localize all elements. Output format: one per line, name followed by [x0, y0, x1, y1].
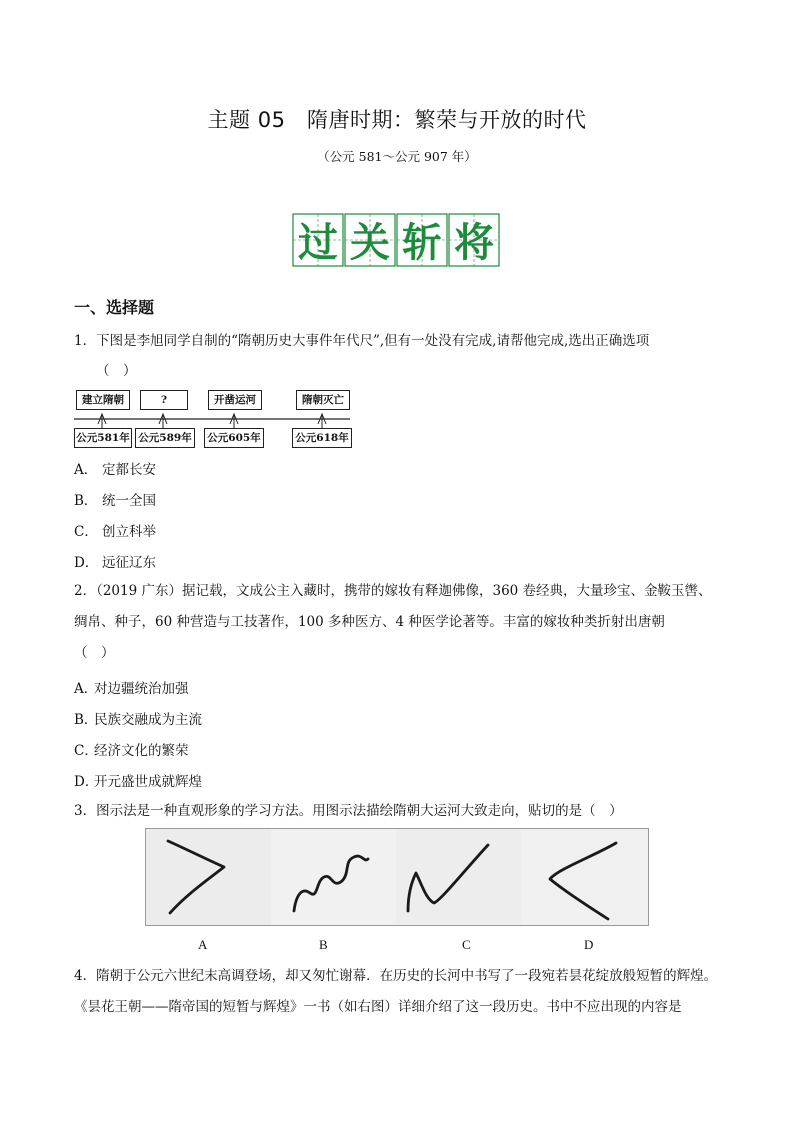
q4-line-2: 《昙花王朝——隋帝国的短暂与辉煌》一书（如右图）详细介绍了这一段历史。书中不应出现的内容是: [74, 999, 682, 1015]
banner-char-4: 将: [454, 220, 494, 266]
q1-option-d[interactable]: D． 远征辽东: [74, 555, 156, 571]
timeline-event: 建立隋朝: [76, 390, 130, 410]
q1-option-b[interactable]: B． 统一全国: [74, 493, 156, 509]
q2-line-2: 绸帛、种子，60 种营造与工技著作，100 多种医方、4 种医学论著等。丰富的嫁妆种类折射出唐朝: [74, 614, 665, 630]
q2-paren: （ ）: [74, 645, 115, 661]
timeline-event: 开凿运河: [208, 390, 262, 410]
timeline-axis: [74, 409, 354, 429]
timeline-date: 公元605年: [204, 428, 264, 448]
timeline-date: 公元618年: [292, 428, 352, 448]
q1-option-a[interactable]: A． 定都长安: [74, 462, 156, 478]
q3-image-label-b: B: [319, 937, 328, 952]
q1-timeline: [74, 390, 354, 446]
q3-image-label-c: C: [462, 937, 471, 952]
q1-stem: 1．下图是李旭同学自制的“隋朝历史大事件年代尺”,但有一处没有完成,请帮他完成,选出正确选项: [74, 333, 650, 349]
q1-paren: （ ）: [96, 363, 137, 379]
q3-canal-sketches-image: [145, 828, 649, 926]
q2-option-c[interactable]: C．经济文化的繁荣: [74, 743, 189, 759]
q2-option-d[interactable]: D．开元盛世成就辉煌: [74, 774, 202, 790]
section-title: 一、选择题: [74, 298, 155, 317]
q3-stem: 3．图示法是一种直观形象的学习方法。用图示法描绘隋朝大运河大致走向，贴切的是（ ）: [74, 803, 623, 819]
page-subtitle: （公元 581～公元 907 年）: [317, 149, 477, 164]
timeline-date: 公元589年: [135, 428, 195, 448]
banner-char-3: 斩: [402, 220, 442, 266]
banner-char-1: 过: [298, 220, 338, 266]
timeline-date: 公元581年: [74, 428, 132, 448]
q2-option-a[interactable]: A．对边疆统治加强: [74, 681, 189, 697]
timeline-event: 隋朝灭亡: [296, 390, 350, 410]
page-title: 主题 05 隋唐时期：繁荣与开放的时代: [207, 108, 587, 132]
q4-line-1: 4．隋朝于公元六世纪末高调登场，却又匆忙谢幕．在历史的长河中书写了一段宛若昙花绽放般短暂的辉煌。: [74, 968, 718, 984]
q3-image-label-d: D: [584, 937, 594, 952]
q2-option-b[interactable]: B．民族交融成为主流: [74, 712, 202, 728]
banner-char-2: 关: [350, 220, 390, 266]
q3-image-label-a: A: [198, 937, 208, 952]
q2-line-1: 2．（2019 广东）据记载，文成公主入藏时，携带的嫁妆有释迦佛像，360 卷经典，大量珍宝、金鞍玉辔、: [74, 583, 712, 599]
timeline-event: ?: [140, 390, 188, 410]
q1-option-c[interactable]: C． 创立科举: [74, 524, 156, 540]
banner-guoguan-zhanjiang: [292, 212, 502, 268]
